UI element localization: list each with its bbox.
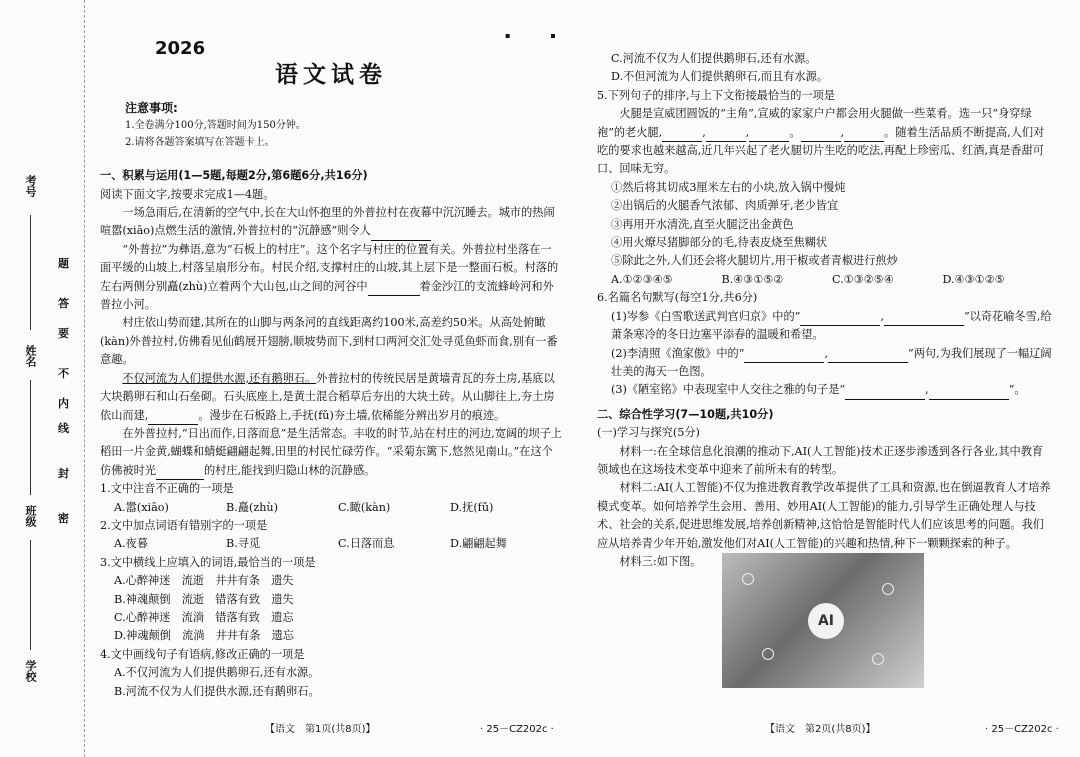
passage-paragraph: 一场急雨后,在清新的空气中,长在大山怀抱里的外普拉村在夜幕中沉沉睡去。城市的热闹喧嚣(xiāo)点燃生活的激情,外普拉村的“沉静感”则令人 xyxy=(100,204,562,241)
network-node xyxy=(742,573,754,585)
seal-char: 答 xyxy=(58,297,69,310)
q2-option: B.寻觅 xyxy=(226,537,261,551)
q1-option: B.矗(zhù) xyxy=(226,500,278,514)
notice-heading: 注意事项: xyxy=(125,100,178,115)
notice-item: 1.全卷满分100分,答题时间为150分钟。 xyxy=(125,120,306,132)
q1-option: D.抚(fǔ) xyxy=(450,500,494,514)
q6-line: (2)李清照《渔家傲》中的“ , ”两句,为我们展现了一幅辽阔壮美的海天一色图。 xyxy=(611,346,1052,378)
class-line xyxy=(30,540,31,650)
q4-stem: 4.文中画线句子有语病,修改正确的一项是 xyxy=(100,647,305,661)
section-heading: 一、积累与运用(1—5题,每题2分,第6题6分,共16分) xyxy=(100,169,368,183)
q6-line: (3)《陋室铭》中表现室中人交往之雅的句子是“ , ”。 xyxy=(597,381,1053,399)
notice-item: 2.请将各题答案填写在答题卡上。 xyxy=(125,137,275,149)
q5-item: ①然后将其切成3厘米左右的小块,放入锅中慢炖 xyxy=(611,180,846,194)
scan-marks: ▪ ▪ xyxy=(505,31,556,40)
q3-stem: 3.文中横线上应填入的词语,最恰当的一项是 xyxy=(100,555,316,569)
section-heading: 二、综合性学习(7—10题,共10分) xyxy=(597,407,774,421)
class-label: 班级 xyxy=(24,505,37,527)
q5-option: B.④③①⑤② xyxy=(721,272,784,286)
q1-option: A.嚣(xiāo) xyxy=(114,500,169,514)
q5-stem: 5.下列句子的排序,与上下文衔接最恰当的一项是 xyxy=(597,88,835,102)
q5-option: C.①③②⑤④ xyxy=(832,272,894,286)
page-1-code: · 25－CZ202c · xyxy=(480,724,554,735)
seal-char: 不 xyxy=(58,367,69,380)
passage-paragraph: 在外普拉村,“日出而作,日落而息”是生活常态。丰收的时节,站在村庄的河边,宽阔的坝子上稻田一片金黄,蝴蝶和蜻蜓翩翩起舞,田里的村民忙碌劳作。“采菊东篱下,悠然见南山。”在这个仿佛被时光 的村庄,能找到归隐山林的沉静感。 xyxy=(100,425,562,480)
page-1 xyxy=(100,40,562,701)
q4-option: A.不仅河流为人们提供鹅卵石,还有水源。 xyxy=(114,666,320,680)
seal-char: 题 xyxy=(58,257,69,270)
page-2-code: · 25－CZ202c · xyxy=(985,724,1059,735)
underlined-sentence: 不仅河流为人们提供水源,还有鹅卵石。 xyxy=(122,371,317,385)
page-2-footer: 【语文 第2页(共8页)】 xyxy=(765,724,876,735)
seal-char: 线 xyxy=(58,422,69,435)
material-1: 材料一:在全球信息化浪潮的推动下,AI(人工智能)技术正逐步渗透到各行各业,其中教育领域也在这场技术变革中迎来了前所未有的转型。 xyxy=(597,444,1044,476)
network-node xyxy=(882,583,894,595)
q3-option: C.心醉神迷 流淌 错落有致 遗忘 xyxy=(114,610,294,624)
seal-char: 密 xyxy=(58,512,69,525)
binding-margin xyxy=(0,0,85,757)
material-2: 材料二:AI(人工智能)不仅为推进教育教学改革提供了工具和资源,也在倒逼教育人才培养模式变革。如何培养学生会用、善用、妙用AI(人工智能)的能力,引导学生正确处理人与技术、社会的关系,促进思维发展,培养创新精神,这恰恰是智能时代人们应该思考的问题。我们应从培养青少年开始,激发他们对AI(人工智能)的兴趣和热情,种下一颗颗探索的种子。 xyxy=(597,481,1051,550)
material-3: 材料三:如下图。 xyxy=(619,554,702,568)
q4-option: D.不但河流为人们提供鹅卵石,而且有水源。 xyxy=(611,70,829,84)
q5-item: ②出锅后的火腿香气浓郁、肉质弹牙,老少皆宜 xyxy=(611,199,839,213)
q1-options xyxy=(100,499,562,517)
q6-stem: 6.名篇名句默写(每空1分,共6分) xyxy=(597,291,758,305)
q2-options xyxy=(100,535,562,553)
q2-option: C.日落而息 xyxy=(338,537,395,551)
page-2 xyxy=(597,50,1053,571)
q4-option: B.河流不仅为人们提供水源,还有鹅卵石。 xyxy=(114,684,320,698)
page-1-footer: 【语文 第1页(共8页)】 xyxy=(265,724,376,735)
seal-char: 要 xyxy=(58,327,69,340)
exam-year: 2026 xyxy=(155,38,206,59)
name-label: 姓名 xyxy=(24,345,37,367)
passage-paragraph: 不仅河流为人们提供水源,还有鹅卵石。外普拉村的传统民居是黄墙青瓦的夯土房,基底以大块鹅卵石和山石垒砌。石头底座上,是黄土混合稻草后夯出的大块土砖。从山脚往上,夯土房依山而建, 。漫步在石板路上,手抚(fǔ)夯土墙,依稀能分辨出岁月的痕迹。 xyxy=(100,370,562,425)
q3-option: D.神魂颠倒 流淌 井井有条 遗忘 xyxy=(114,629,294,643)
exam-no-line xyxy=(30,215,31,330)
q4-option: C.河流不仅为人们提供鹅卵石,还有水源。 xyxy=(611,52,817,65)
q5-item: ④用火燎尽猪脚部分的毛,待表皮烧至焦糊状 xyxy=(611,236,828,250)
exam-title: 语文试卷 xyxy=(275,62,387,89)
ai-badge: AI xyxy=(808,603,844,639)
passage-paragraph: “外普拉”为彝语,意为“石板上的村庄”。这个名字与村庄的位置有关。外普拉村坐落在一面平缓的山坡上,村落呈扇形分布。村民介绍,支撑村庄的山坡,其上层下是一整面石板。村落的左右两侧分别矗(zhù)立着两个大山包,山之间的河谷中 着金沙江的支流蜂岭河和外普拉小河。 xyxy=(100,242,559,312)
q1-stem: 1.文中注音不正确的一项是 xyxy=(100,482,234,496)
school-label: 学校 xyxy=(24,660,37,682)
q5-option: A.①②③④⑤ xyxy=(611,272,673,286)
q5-paragraph: 火腿是宣威团圆饭的“主角”,宣威的家家户户都会用火腿做一些菜肴。选一只“身穿绿袍”的老火腿, , , 。 , 。随着生活品质不断提高,人们对吃的要求也越来越高,近几年兴起了老火腿切片生吃的吃法,再配上珍密瓜、红酒,真是香甜可口、回味无穷。 xyxy=(597,107,1045,176)
q5-item: ⑤除此之外,人们还会将火腿切片,用干椒或者青椒进行煎炒 xyxy=(611,254,898,268)
subsection-heading: (一)学习与探究(5分) xyxy=(597,426,700,440)
q2-option: D.翩翩起舞 xyxy=(450,537,507,551)
q5-options xyxy=(597,271,1053,289)
q3-option: A.心醉神迷 流逝 井井有条 遗失 xyxy=(114,574,294,588)
name-line xyxy=(30,380,31,495)
q3-option: B.神魂颠倒 流逝 错落有致 遗失 xyxy=(114,592,294,606)
passage-paragraph: 村庄依山势而建,其所在的山脚与两条河的直线距离约100米,高差约50米。从高处俯瞰(kàn)外普拉村,仿佛看见仙鹤展开翅膀,顺坡势而下,到村口两河交汇处寻觅鱼虾而食,别有一番意趣。 xyxy=(100,316,558,367)
ai-illustration-image xyxy=(722,553,924,688)
q2-option: A.夜暮 xyxy=(114,537,149,551)
q5-option: D.④③①②⑤ xyxy=(942,272,1005,286)
q5-item: ③再用开水清洗,直至火腿泛出金黄色 xyxy=(611,217,794,231)
seal-char: 内 xyxy=(58,397,69,410)
exam-no-label: 考号 xyxy=(24,175,37,197)
seal-char: 封 xyxy=(58,467,69,480)
q1-option: C.瞰(kàn) xyxy=(338,500,391,514)
network-node xyxy=(872,653,884,665)
q6-line: (1)岑参《白雪歌送武判官归京》中的“ , ”以奇花喻冬雪,给萧条寒冷的冬日边塞平添春的温暖和希望。 xyxy=(611,309,1052,342)
q2-stem: 2.文中加点词语有错别字的一项是 xyxy=(100,518,268,532)
reading-intro: 阅读下面文字,按要求完成1—4题。 xyxy=(100,187,275,201)
network-node xyxy=(762,648,774,660)
